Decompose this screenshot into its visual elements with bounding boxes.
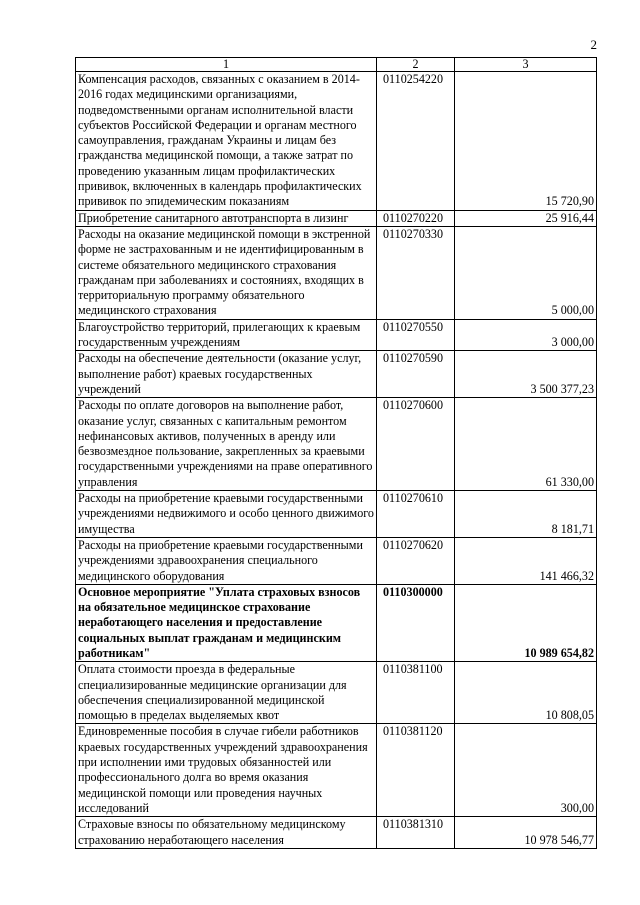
row-name-cell: Приобретение санитарного автотранспорта в лизинг <box>76 210 377 226</box>
row-name-cell: Компенсация расходов, связанных с оказанием в 2014-2016 годах медицинскими организациями, подведомственными органам исполнительной власти субъектов Российской Федерации и органам местного самоуправления, гражданам Украины и лицам без гражданства медицинской помощи, а также затрат по проведению указанным лицам профилактических прививок, включенных в календарь профилактических прививок по эпидемическим показаниям <box>76 72 377 211</box>
row-name-cell: Расходы по оплате договоров на выполнение работ, оказание услуг, связанных с капитальным ремонтом нефинансовых активов, полученных в аренду или безвозмездное пользование, закрепленных за краевыми государственными учреждениями на праве оперативного управления <box>76 398 377 491</box>
row-code-cell: 0110270220 <box>377 210 455 226</box>
row-amount-cell: 5 000,00 <box>455 226 597 319</box>
table-body <box>76 58 597 849</box>
row-code-cell: 0110270620 <box>377 537 455 584</box>
table-row <box>76 398 597 491</box>
row-amount-cell: 15 720,90 <box>455 72 597 211</box>
row-amount-cell: 61 330,00 <box>455 398 597 491</box>
table-row <box>76 817 597 849</box>
row-name-cell: Благоустройство территорий, прилегающих к краевым государственным учреждениям <box>76 319 377 351</box>
row-code-cell: 0110270330 <box>377 226 455 319</box>
row-code-cell: 0110270610 <box>377 491 455 538</box>
row-amount-cell: 3 000,00 <box>455 319 597 351</box>
row-name-cell: Основное мероприятие "Уплата страховых взносов на обязательное медицинское страхование неработающего населения и предоставление социальных выплат гражданам и медицинским работникам" <box>76 584 377 661</box>
row-amount-cell: 300,00 <box>455 724 597 817</box>
page-number: 2 <box>590 37 597 52</box>
row-code-cell: 0110381100 <box>377 662 455 724</box>
table-row <box>76 724 597 817</box>
row-amount-cell: 3 500 377,23 <box>455 351 597 398</box>
row-name-cell: Расходы на оказание медицинской помощи в экстренной форме не застрахованным и не идентифицированным в системе обязательного медицинского страхования гражданам при заболеваниях и состояниях, входящих в территориальную программу обязательного медицинского страхования <box>76 226 377 319</box>
row-code-cell: 0110254220 <box>377 72 455 211</box>
row-amount-cell: 25 916,44 <box>455 210 597 226</box>
table-row <box>76 491 597 538</box>
row-code-cell: 0110270590 <box>377 351 455 398</box>
row-amount-cell: 8 181,71 <box>455 491 597 538</box>
column-header-name: 1 <box>76 58 377 72</box>
table-row <box>76 319 597 351</box>
row-code-cell: 0110270600 <box>377 398 455 491</box>
column-header-amount: 3 <box>455 58 597 72</box>
row-amount-cell: 10 989 654,82 <box>455 584 597 661</box>
budget-table <box>75 57 597 849</box>
row-code-cell: 0110270550 <box>377 319 455 351</box>
row-code-cell: 0110381310 <box>377 817 455 849</box>
row-code-cell: 0110381120 <box>377 724 455 817</box>
row-amount-cell: 10 808,05 <box>455 662 597 724</box>
table-row <box>76 72 597 211</box>
row-name-cell: Оплата стоимости проезда в федеральные специализированные медицинские организации для обеспечения специализированной медицинской помощью в пределах выделяемых квот <box>76 662 377 724</box>
column-header-code: 2 <box>377 58 455 72</box>
table-row <box>76 226 597 319</box>
table-row <box>76 537 597 584</box>
row-name-cell: Страховые взносы по обязательному медицинскому страхованию неработающего населения <box>76 817 377 849</box>
row-name-cell: Единовременные пособия в случае гибели работников краевых государственных учреждений здравоохранения при исполнении ими трудовых обязанностей или профессионального долга во время оказания медицинской помощи или проведения научных исследований <box>76 724 377 817</box>
row-name-cell: Расходы на приобретение краевыми государственными учреждениями недвижимого и особо ценного движимого имущества <box>76 491 377 538</box>
table-row <box>76 210 597 226</box>
row-amount-cell: 10 978 546,77 <box>455 817 597 849</box>
table-row <box>76 584 597 661</box>
row-name-cell: Расходы на обеспечение деятельности (оказание услуг, выполнение работ) краевых государственных учреждений <box>76 351 377 398</box>
table-row <box>76 351 597 398</box>
table-row <box>76 662 597 724</box>
row-code-cell: 0110300000 <box>377 584 455 661</box>
row-amount-cell: 141 466,32 <box>455 537 597 584</box>
row-name-cell: Расходы на приобретение краевыми государственными учреждениями здравоохранения специального медицинского оборудования <box>76 537 377 584</box>
table-header-row <box>76 58 597 72</box>
